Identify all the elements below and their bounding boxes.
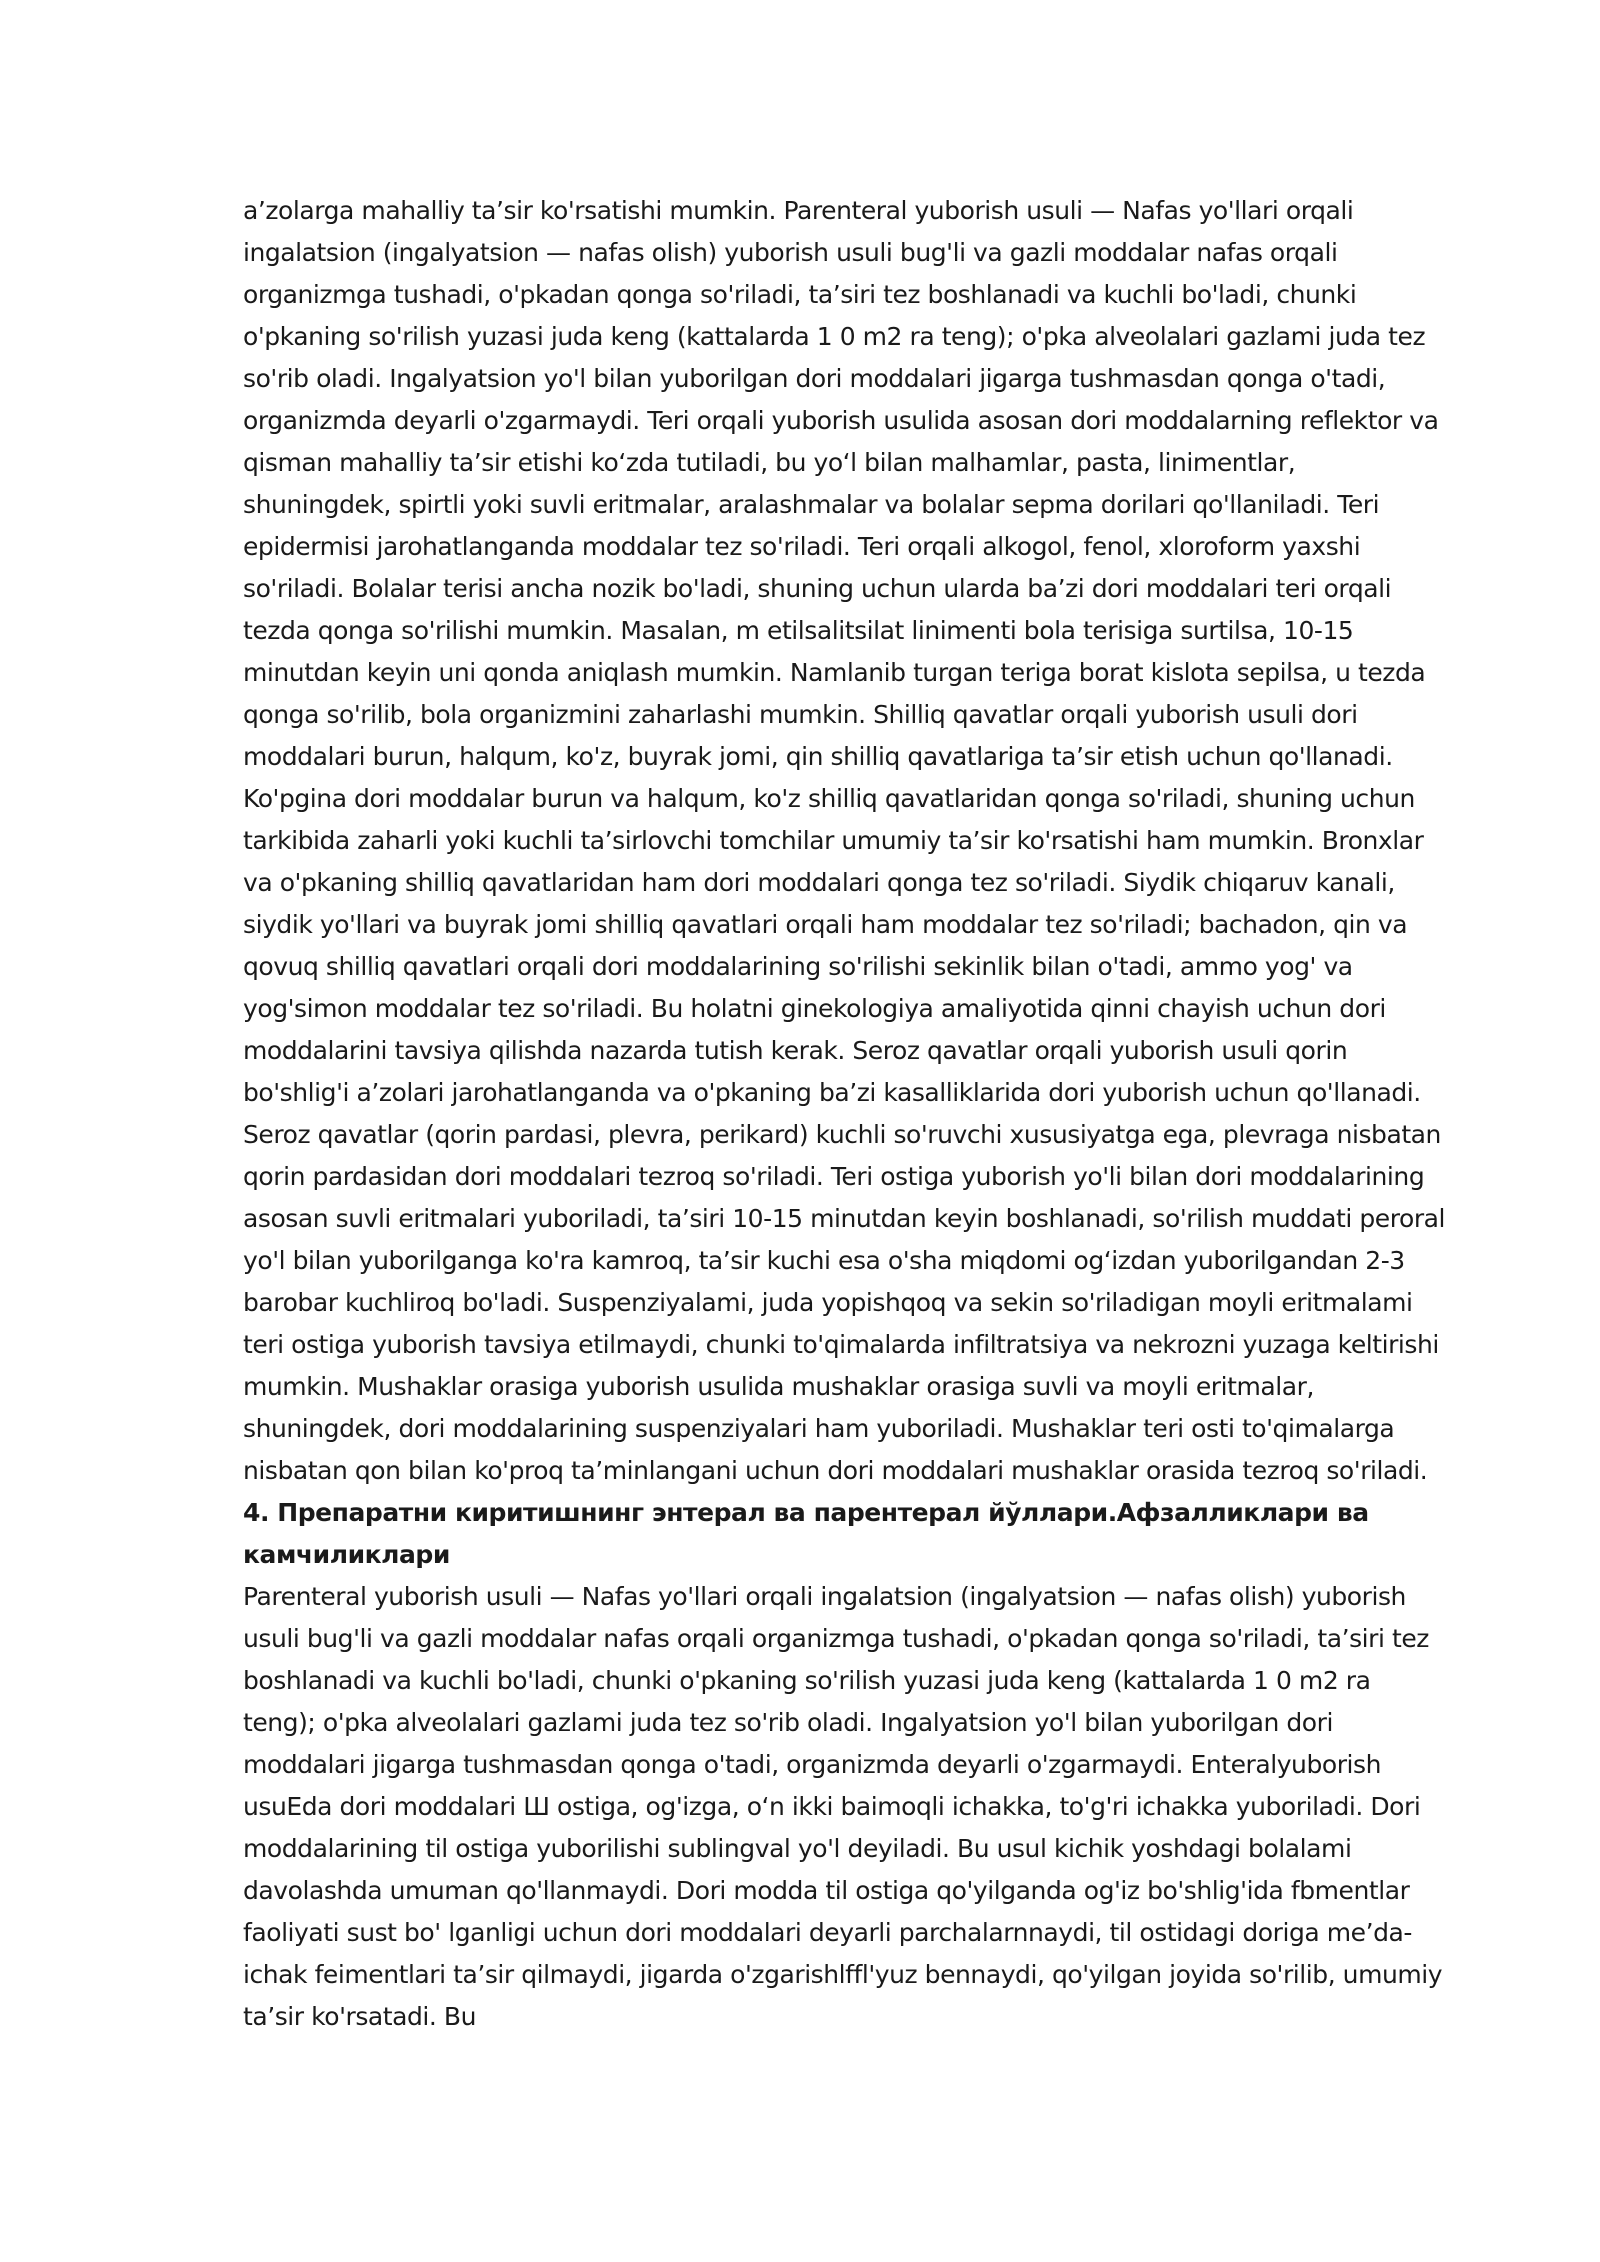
- body-paragraph: Parenteral yuborish usuli — Nafas yo'llari orqali ingalatsion (ingalyatsion — nafas olish) yuborish usuli bug'li va gazli moddalar nafas orqali organizmga tushadi, o'pkadan qonga so'riladi, ta’siri tez boshlanadi va kuchli bo'ladi, chunki o'pkaning so'rilish yuzasi juda keng (kattalarda 1 0 m2 ra teng); o'pka alveolalari gazlami juda tez so'rib oladi. Ingalyatsion yo'l bilan yuborilgan dori moddalari jigarga tushmasdan qonga o'tadi, organizmda deyarli o'zgarmaydi. Enteralyuborish usuEda dori moddalari Ш ostiga, og'izga, oʻn ikki baimoqli ichakka, to'g'ri ichakka yuboriladi. Dori moddalarining til ostiga yuborilishi sublingval yo'l deyiladi. Bu usul kichik yoshdagi bolalami davolashda umuman qo'llanmaydi. Dori modda til ostiga qo'yilganda og'iz bo'shlig'ida fbmentlar faoliyati sust bo' lganligi uchun dori moddalari deyarli parchalarnnaydi, til ostidagi doriga me’da-ichak feimentlari ta’sir qilmaydi, jigarda o'zgarishlffl'yuz bennaydi, qo'yilgan joyida so'rilib, umumiy ta’sir ko'rsatadi. Bu: [243, 1582, 1443, 2031]
- document-body: [243, 190, 1448, 2038]
- body-paragraph: a’zolarga mahalliy ta’sir ko'rsatishi mumkin. Parenteral yuborish usuli — Nafas yo'llari orqali ingalatsion (ingalyatsion — nafas olish) yuborish usuli bug'li va gazli moddalar nafas orqali organizmga tushadi, o'pkadan qonga so'riladi, ta’siri tez boshlanadi va kuchli bo'ladi, chunki o'pkaning so'rilish yuzasi juda keng (kattalarda 1 0 m2 ra teng); o'pka alveolalari gazlami juda tez so'rib oladi. Ingalyatsion yo'l bilan yuborilgan dori moddalari jigarga tushmasdan qonga o'tadi, organizmda deyarli o'zgarmaydi. Teri orqali yuborish usulida asosan dori moddalarning reflektor va qisman mahalliy ta’sir etishi koʻzda tutiladi, bu yoʻl bilan malhamlar, pasta, linimentlar, shuningdek, spirtli yoki suvli eritmalar, aralashmalar va bolalar sepma dorilari qo'llaniladi. Teri epidermisi jarohatlanganda moddalar tez so'riladi. Teri orqali alkogol, fenol, xloroform yaxshi so'riladi. Bolalar terisi ancha nozik bo'ladi, shuning uchun ularda ba’zi dori moddalari teri orqali tezda qonga so'rilishi mumkin. Masalan, m etilsalitsilat linimenti bola terisiga surtilsa, 10-15 minutdan keyin uni qonda aniqlash mumkin. Namlanib turgan teriga borat kislota sepilsa, u tezda qonga so'rilib, bola organizmini zaharlashi mumkin. Shilliq qavatlar orqali yuborish usuli dori moddalari burun, halqum, ko'z, buyrak jomi, qin shilliq qavatlariga ta’sir etish uchun qo'llanadi. Ko'pgina dori moddalar burun va halqum, ko'z shilliq qavatlaridan qonga so'riladi, shuning uchun tarkibida zaharli yoki kuchli ta’sirlovchi tomchilar umumiy ta’sir ko'rsatishi ham mumkin. Bronxlar va o'pkaning shilliq qavatlaridan ham dori moddalari qonga tez so'riladi. Siydik chiqaruv kanali, siydik yo'llari va buyrak jomi shilliq qavatlari orqali ham moddalar tez so'riladi; bachadon, qin va qovuq shilliq qavatlari orqali dori moddalarining so'rilishi sekinlik bilan o'tadi, ammo yog' va yog'simon moddalar tez so'riladi. Bu holatni ginekologiya amaliyotida qinni chayish uchun dori moddalarini tavsiya qilishda nazarda tutish kerak. Seroz qavatlar orqali yuborish usuli qorin bo'shlig'i a’zolari jarohatlanganda va o'pkaning ba’zi kasalliklarida dori yuborish uchun qo'llanadi. Seroz qavatlar (qorin pardasi, plevra, perikard) kuchli so'ruvchi xususiyatga ega, plevraga nisbatan qorin pardasidan dori moddalari tezroq so'riladi. Teri ostiga yuborish yo'li bilan dori moddalarining asosan suvli eritmalari yuboriladi, ta’siri 10-15 minutdan keyin boshlanadi, so'rilish muddati peroral yo'l bilan yuborilganga ko'ra kamroq, ta’sir kuchi esa o'sha miqdomi og‘izdan yuborilgandan 2-3 barobar kuchliroq bo'ladi. Suspenziyalami, juda yopishqoq va sekin so'riladigan moyli eritmalami teri ostiga yuborish tavsiya etilmaydi, chunki to'qimalarda infiltratsiya va nekrozni yuzaga keltirishi mumkin. Mushaklar orasiga yuborish usulida mushaklar orasiga suvli va moyli eritmalar, shuningdek, dori moddalarining suspenziyalari ham yuboriladi. Mushaklar teri osti to'qimalarga nisbatan qon bilan ko'proq ta’minlangani uchun dori moddalari mushaklar orasida tezroq so'riladi.: [243, 196, 1446, 1485]
- section-heading: 4. Препаратни киритишнинг энтерал ва парентерал йўллари.Афзалликлари ва камчиликлари: [243, 1498, 1369, 1569]
